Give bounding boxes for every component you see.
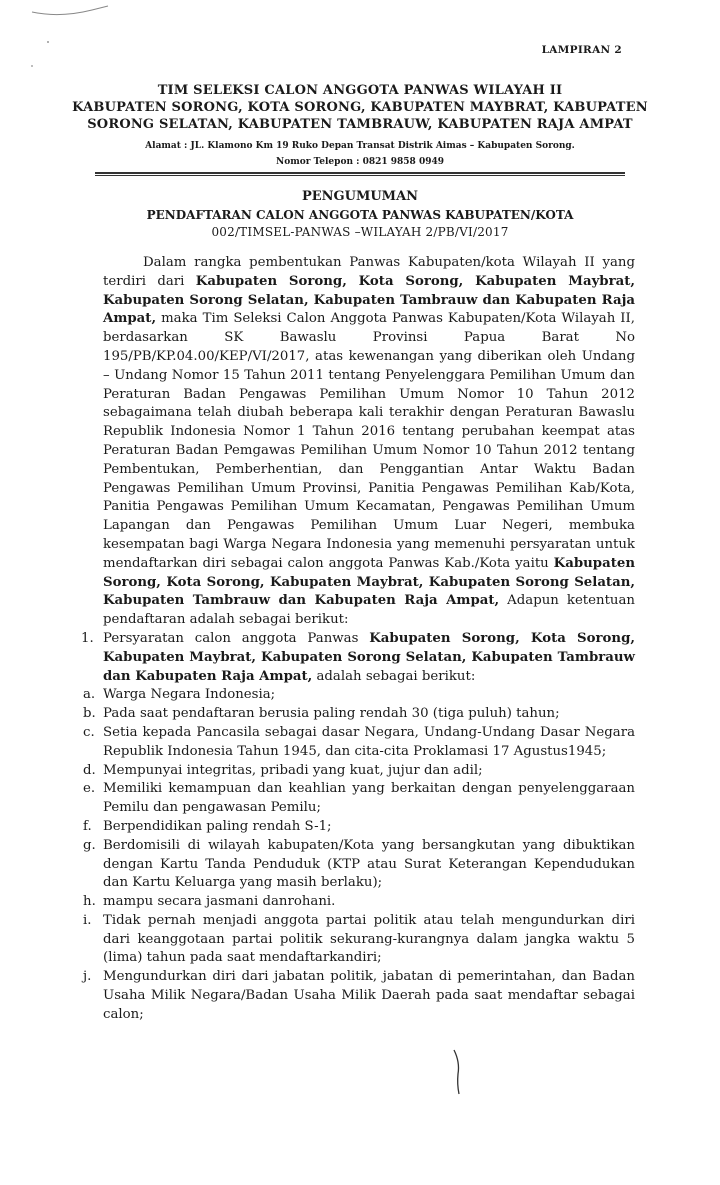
pen-stroke-mark	[448, 1048, 468, 1098]
letterhead-address: Alamat : JL. Klamono Km 19 Ruko Depan Transat Distrik Aimas – Kabupaten Sorong.	[145, 141, 575, 151]
requirement-letter: g.	[83, 837, 96, 853]
letterhead-line-1: TIM SELEKSI CALON ANGGOTA PANWAS WILAYAH II	[157, 83, 563, 98]
requirement-item	[83, 686, 635, 705]
intro-bold-regions-1: Kabupaten Sorong, Kota Sorong, Kabupaten Maybrat, Kabupaten Sorong Selatan, Kabupaten Tambrauw dan Kabupaten Raja Ampat,	[103, 273, 635, 327]
requirement-item	[83, 968, 635, 1024]
requirement-letter: f.	[83, 818, 92, 834]
letterhead-phone: Nomor Telepon : 0821 9858 0949	[275, 157, 444, 167]
requirement-letter: d.	[83, 762, 96, 778]
requirement-letter: h.	[83, 894, 96, 910]
requirement-item	[83, 818, 635, 837]
provision-bold-regions: Kabupaten Sorong, Kota Sorong, Kabupaten Maybrat, Kabupaten Sorong Selatan, Kabupaten Tambrauw dan Kabupaten Raja Ampat,	[103, 630, 635, 684]
requirement-text: Warga Negara Indonesia;	[103, 687, 276, 703]
requirement-item	[83, 912, 635, 968]
requirement-letter: i.	[83, 912, 92, 928]
requirements-list	[83, 686, 635, 1024]
requirement-item	[83, 780, 635, 818]
intro-text-3: Adapun ketentuan pendaftaran adalah sebagai berikut:	[103, 593, 635, 628]
document-body	[81, 254, 635, 1025]
requirement-text: Tidak pernah menjadi anggota partai politik atau telah mengundurkan diri dari keanggotaan partai politik sekurang-kurangnya dalam jangka waktu 5 (lima) tahun pada saat mendaftarkandiri;	[103, 912, 635, 966]
requirement-text: Mengundurkan diri dari jabatan politik, jabatan di pemerintahan, dan Badan Usaha Milik Negara/Badan Usaha Milik Daerah pada saat mendaftar sebagai calon;	[103, 969, 635, 1022]
requirement-letter: b.	[83, 706, 96, 722]
requirement-text: Memiliki kemampuan dan keahlian yang berkaitan dengan penyelenggaraan Pemilu dan pengawasan Pemilu;	[103, 781, 635, 816]
provision-number: 1.	[81, 630, 94, 646]
appendix-label: LAMPIRAN 2	[541, 44, 622, 56]
requirement-item	[83, 705, 635, 724]
letterhead	[60, 82, 660, 169]
requirement-letter: a.	[83, 687, 96, 703]
announcement-heading: PENGUMUMAN	[301, 189, 419, 204]
announcement-subheading: PENDAFTARAN CALON ANGGOTA PANWAS KABUPATEN/KOTA	[146, 208, 574, 222]
announcement-title	[60, 188, 660, 240]
provisions-list	[81, 630, 635, 1025]
intro-paragraph	[103, 254, 635, 630]
letterhead-line-2: KABUPATEN SORONG, KOTA SORONG, KABUPATEN MAYBRAT, KABUPATEN	[72, 100, 648, 115]
requirement-letter: c.	[83, 724, 95, 740]
requirement-item	[83, 724, 635, 762]
requirement-text: Pada saat pendaftaran berusia paling rendah 30 (tiga puluh) tahun;	[103, 706, 560, 722]
letterhead-divider	[95, 172, 625, 176]
letterhead-line-3: SORONG SELATAN, KABUPATEN TAMBRAUW, KABUPATEN RAJA AMPAT	[87, 117, 633, 132]
requirement-item	[83, 762, 635, 781]
requirement-text: Berpendidikan paling rendah S-1;	[103, 818, 332, 834]
provision-item-1	[81, 630, 635, 1025]
requirement-item	[83, 837, 635, 893]
provision-text-1: Persyaratan calon anggota Panwas	[103, 630, 370, 646]
intro-bold-regions-2: Kabupaten Sorong, Kota Sorong, Kabupaten Maybrat, Kabupaten Sorong Selatan, Kabupaten Tambrauw dan Kabupaten Raja Ampat,	[103, 555, 635, 609]
intro-text-1: Dalam rangka pembentukan Panwas Kabupaten/kota Wilayah II yang terdiri dari	[103, 255, 635, 289]
requirement-item	[83, 893, 635, 912]
requirement-text: mampu secara jasmani danrohani.	[103, 894, 336, 910]
announcement-number: 002/TIMSEL-PANWAS –WILAYAH 2/PB/VI/2017	[211, 225, 509, 239]
requirement-text: Mempunyai integritas, pribadi yang kuat, jujur dan adil;	[103, 762, 483, 778]
requirement-text: Setia kepada Pancasila sebagai dasar Negara, Undang-Undang Dasar Negara Republik Indonesia Tahun 1945, dan cita-cita Proklamasi 17 Agustus1945;	[103, 724, 635, 759]
requirement-text: Berdomisili di wilayah kabupaten/Kota yang bersangkutan yang dibuktikan dengan Kartu Tanda Penduduk (KTP atau Surat Keterangan Kependudukan dan Kartu Keluarga yang masih berlaku);	[103, 837, 635, 891]
provision-text-2: adalah sebagai berikut:	[312, 668, 476, 684]
requirement-letter: j.	[83, 969, 92, 985]
intro-text-2: maka Tim Seleksi Calon Anggota Panwas Kabupaten/Kota Wilayah II, berdasarkan SK Bawaslu Provinsi Papua Barat No 195/PB/KP.04.00/KEP/VI/2017, atas kewenangan yang diberikan oleh Undang – Undang Nomor 15 Tahun 2011 tentang Penyelenggara Pemilihan Umum dan Peraturan Badan Pengawas Pemilihan Umum Nomor 10 Tahun 2012 sebagaimana telah diubah beberapa kali terakhir dengan Peraturan Bawaslu Republik Indonesia Nomor 1 Tahun 2016 tentang perubahan keempat atas Peraturan Badan Pemgawas Pemilihan Umum Nomor 10 Tahun 2012 tentang Pembentukan, Pemberhentian, dan Penggantian Antar Waktu Badan Pengawas Pemilihan Umum Provinsi, Panitia Pengawas Pemilihan Kab/Kota, Panitia Pengawas Pemilihan Umum Kecamatan, Pengawas Pemilihan Umum Lapangan dan Pengawas Pemilihan Umum Luar Negeri, membuka kesempatan bagi Warga Negara Indonesia yang memenuhi persyaratan untuk mendaftarkan diri sebagai calon anggota Panwas Kab./Kota yaitu	[103, 311, 635, 571]
requirement-letter: e.	[83, 781, 96, 797]
scan-artifact-mark	[0, 0, 120, 80]
